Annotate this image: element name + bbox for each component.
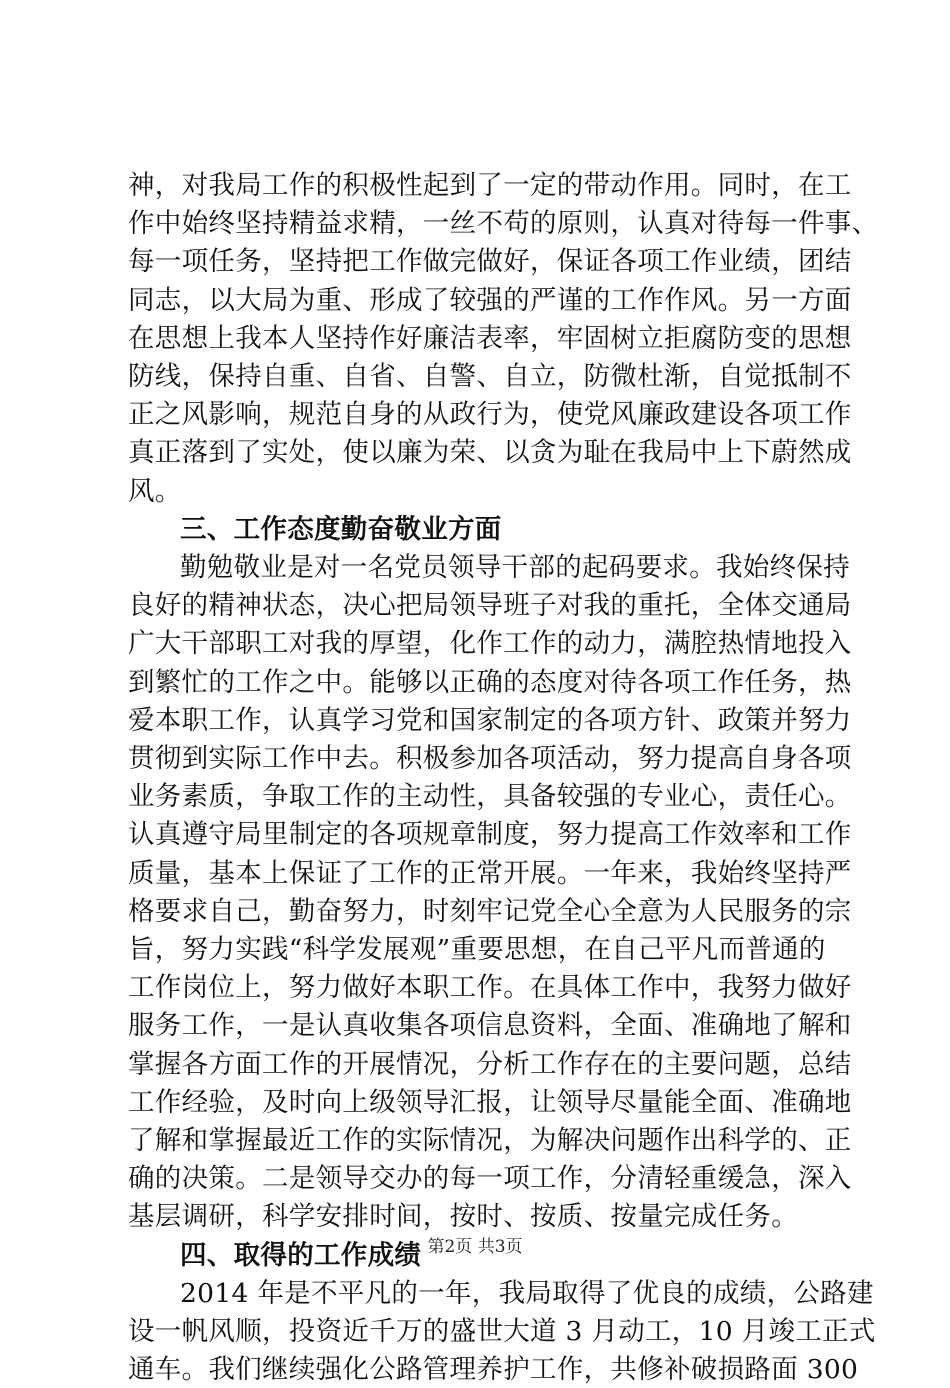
- paragraph-line: 神，对我局工作的积极性起到了一定的带动作用。同时，在工: [128, 170, 852, 201]
- paragraph-line: 贯彻到实际工作中去。积极参加各项活动，努力提高自身各项: [128, 743, 852, 774]
- paragraph-line: 风。: [128, 475, 182, 507]
- paragraph-line: 基层调研，科学安排时间，按时、按质、按量完成任务。: [128, 1201, 798, 1233]
- paragraph-line: 防线，保持自重、自省、自警、自立，防微杜渐，自觉抵制不: [128, 361, 852, 392]
- paragraph-line: 质量，基本上保证了工作的正常开展。一年来，我始终坚持严: [128, 857, 852, 889]
- paragraph-line: 良好的精神状态，决心把局领导班子对我的重托，全体交通局: [128, 590, 852, 622]
- paragraph-line: 广大干部职工对我的厚望，化作工作的动力，满腔热情地投入: [128, 628, 852, 660]
- paragraph-line: 了解和掌握最近工作的实际情况，为解决问题作出科学的、正: [128, 1125, 852, 1156]
- paragraph-line: 正之风影响，规范自身的从政行为，使党风廉政建设各项工作: [128, 399, 852, 431]
- paragraph-line: 旨，努力实践“科学发展观”重要思想，在自己平凡而普通的: [128, 934, 826, 965]
- paragraph-line: 到繁忙的工作之中。能够以正确的态度对待各项工作任务，热: [128, 666, 852, 698]
- section-heading: 四、取得的工作成绩: [180, 1239, 422, 1271]
- paragraph-line: 爱本职工作，认真学习党和国家制定的各项方针、政策并努力: [128, 704, 852, 736]
- paragraph-line: 通车。我们继续强化公路管理养护工作，共修补破损路面 300: [128, 1354, 859, 1386]
- paragraph-line: 掌握各方面工作的开展情况，分析工作存在的主要问题，总结: [128, 1048, 852, 1080]
- paragraph-line: 作中始终坚持精益求精，一丝不苟的原则，认真对待每一件事、: [128, 208, 879, 240]
- paragraph-line: 同志，以大局为重、形成了较强的严谨的工作作风。另一方面: [128, 284, 852, 316]
- paragraph-line: 工作岗位上，努力做好本职工作。在具体工作中，我努力做好: [128, 972, 852, 1004]
- paragraph-line: 确的决策。二是领导交办的每一项工作，分清轻重缓急，深入: [128, 1163, 852, 1195]
- paragraph-line: 2014 年是不平凡的一年，我局取得了优良的成绩，公路建: [180, 1277, 874, 1309]
- paragraph-line: 勤勉敬业是对一名党员领导干部的起码要求。我始终保持: [180, 552, 850, 583]
- paragraph-line: 在思想上我本人坚持作好廉洁表率，牢固树立拒腐防变的思想: [128, 322, 852, 354]
- paragraph-line: 业务素质，争取工作的主动性，具备较强的专业心，责任心。: [128, 781, 852, 813]
- page-footer: 第2页 共3页: [427, 1237, 523, 1257]
- paragraph-line: 工作经验，及时向上级领导汇报，让领导尽量能全面、准确地: [128, 1086, 852, 1118]
- section-heading: 三、工作态度勤奋敬业方面: [180, 513, 502, 545]
- paragraph-line: 格要求自己，勤奋努力，时刻牢记党全心全意为人民服务的宗: [128, 895, 852, 927]
- paragraph-line: 每一项任务，坚持把工作做完做好，保证各项工作业绩，团结: [128, 246, 852, 278]
- paragraph-line: 服务工作，一是认真收集各项信息资料，全面、准确地了解和: [128, 1010, 852, 1042]
- paragraph-line: 认真遵守局里制定的各项规章制度，努力提高工作效率和工作: [128, 819, 852, 851]
- paragraph-line: 设一帆风顺，投资近千万的盛世大道 3 月动工，10 月竣工正式: [128, 1316, 876, 1347]
- paragraph-line: 真正落到了实处，使以廉为荣、以贪为耻在我局中上下蔚然成: [128, 437, 852, 469]
